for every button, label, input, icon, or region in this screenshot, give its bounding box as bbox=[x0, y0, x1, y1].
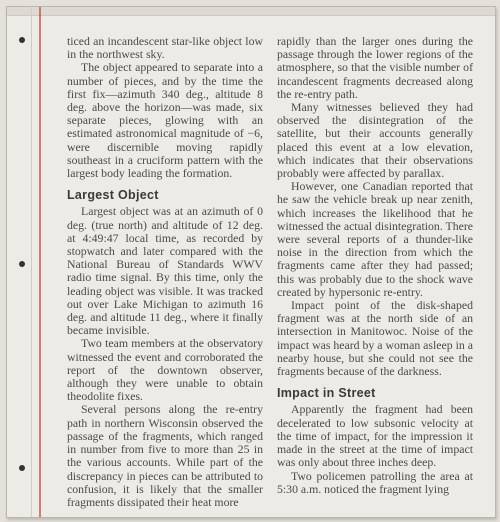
binder-hole bbox=[19, 261, 25, 267]
paragraph: Largest object was at an azimuth of 0 deg. (true north) and altitude of 12 deg. at 4:49:47 local time, as recorded by stopwatch and later compared with the National Bureau of Standards WWV radio time signal. By this time, only the leading object was visible. It was tracked out over Lake Michigan to azimuth 16 deg. and altitude 11 deg., where it finally became invisible. bbox=[67, 204, 263, 338]
paragraph: The object appeared to separate into a number of pieces, and by the time the first fix—azimuth 340 deg., altitude 8 deg. above the horizon—was made, six separate pieces, glowing with an estimated astronomical magnitude of −6, were discernible moving rapidly southeast in a cruciform pattern with the largest body leading the formation. bbox=[67, 60, 263, 181]
article-column-right bbox=[277, 35, 473, 496]
paragraph: Several persons along the re-entry path in northern Wisconsin observed the passage of the fragments, which ranged in number from five to more than 25 in the various accounts. While part of the discrepancy in pieces can be attributed to confusion, it is likely that the smaller fragments dissipated their heat more bbox=[67, 402, 263, 509]
magazine-page bbox=[6, 6, 496, 518]
paragraph: ticed an incandescent star-like object low in the northwest sky. bbox=[67, 34, 263, 62]
page-top-edge bbox=[7, 7, 495, 16]
paragraph: Two policemen patrolling the area at 5:30 a.m. noticed the fragment lying bbox=[277, 468, 473, 496]
paragraph: rapidly than the larger ones during the passage through the lower regions of the atmosphere, so that the visible number of incandescent fragments decreased along the re-entry path. bbox=[277, 34, 473, 101]
binder-hole bbox=[19, 465, 25, 471]
paragraph: Impact point of the disk-shaped fragment was at the north side of an intersection in Manitowoc. Noise of the impact was heard by a woman asleep in a nearby house, but she could not see the fragments because of the darkness. bbox=[277, 298, 473, 379]
paragraph: Many witnesses believed they had observed the disintegration of the satellite, but their accounts generally placed this event at a low elevation, which indicates that their observations probably were affected by parallax. bbox=[277, 100, 473, 181]
margin-rule bbox=[39, 7, 41, 517]
page-fold-line bbox=[31, 7, 32, 517]
section-heading: Largest Object bbox=[67, 188, 159, 203]
paragraph: However, one Canadian reported that he saw the vehicle break up near zenith, which increases the likelihood that he witnessed the actual disintegration. There were several reports of a thunder-like noise in the direction from which the fragments came after they had passed; this was probably due to the shock wave created by hypersonic re-entry. bbox=[277, 179, 474, 299]
paragraph: Two team members at the observatory witnessed the event and corroborated the report of the downtown observer, although they were unable to obtain theodolite fixes. bbox=[67, 336, 263, 404]
binder-hole bbox=[19, 37, 25, 43]
section-heading: Impact in Street bbox=[277, 386, 376, 401]
paragraph: Apparently the fragment had been decelerated to low subsonic velocity at the time of impact, for the impression it made in the street at the time of impact was only about three inches deep. bbox=[277, 402, 473, 470]
article-column-left bbox=[67, 35, 263, 509]
